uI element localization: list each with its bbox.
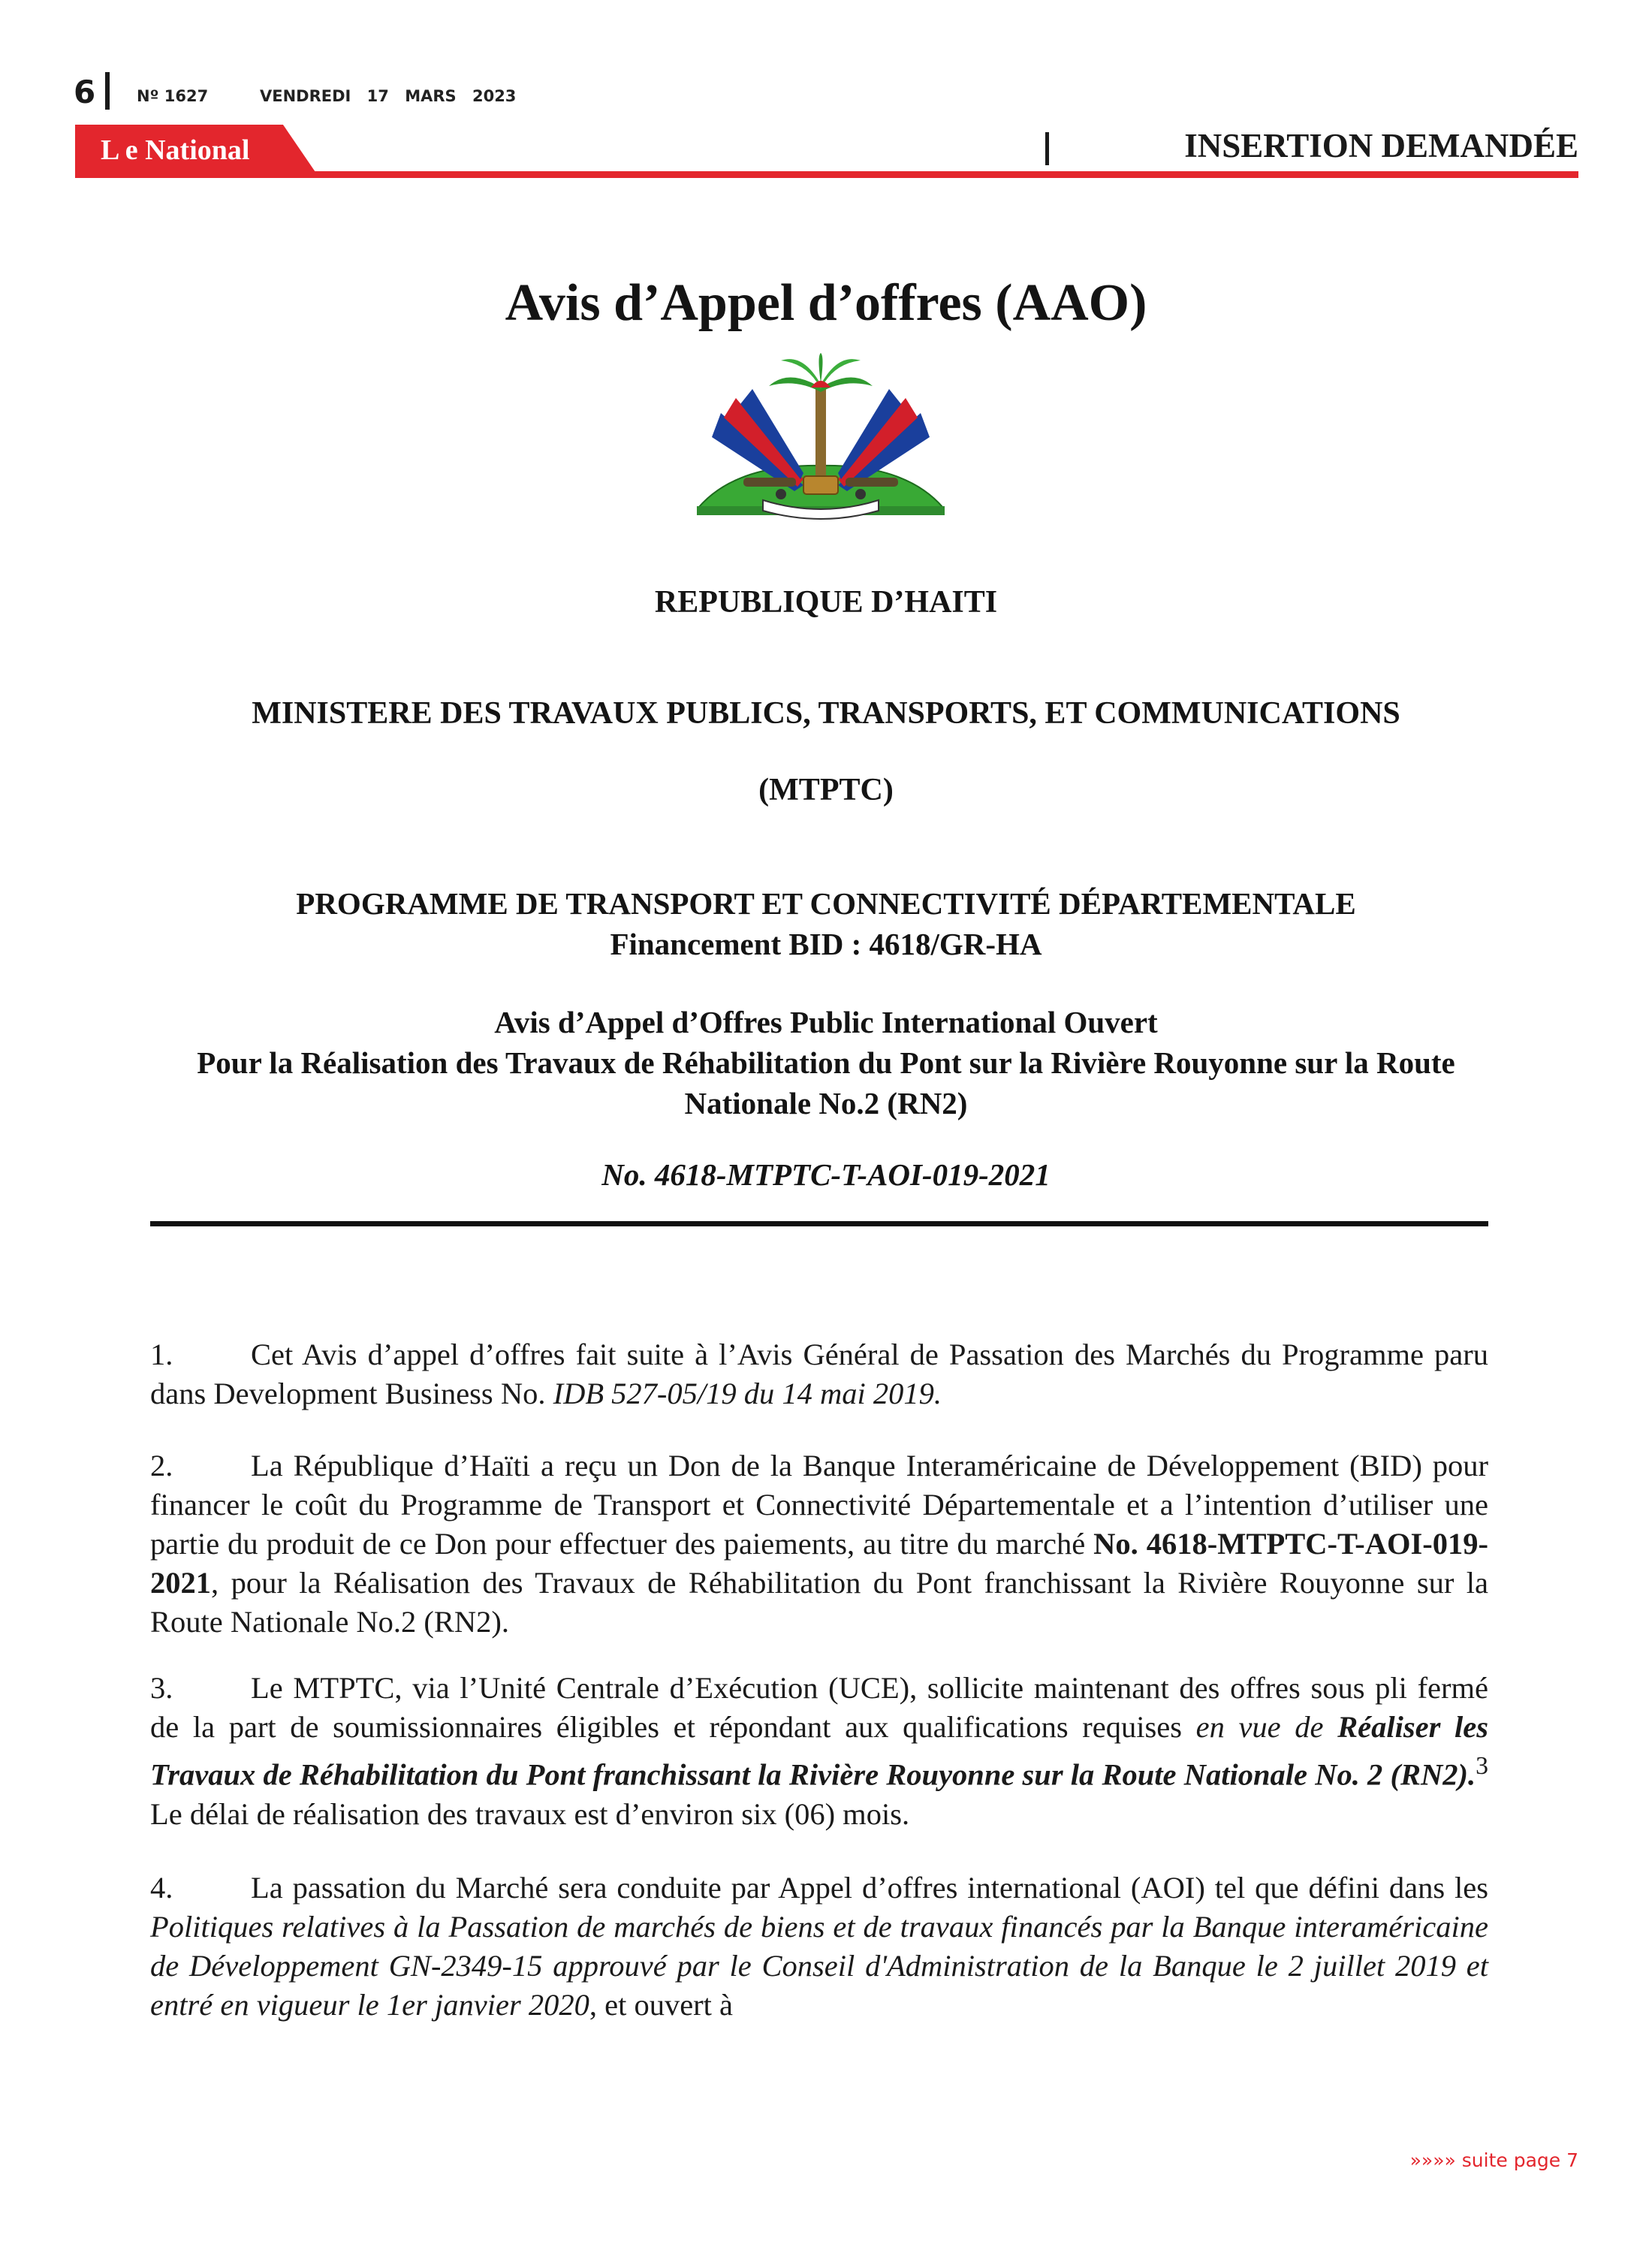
section-divider — [1045, 132, 1049, 165]
notice-title: Avis d’Appel d’offres (AAO) — [505, 274, 1147, 332]
paragraph-end: . — [933, 1377, 942, 1410]
works-object: Réaliser les Travaux de Réhabilitation du Pont franchissant la Rivière Rouyonne sur la Route Nationale No. 2 (RN2). — [150, 1710, 1489, 1792]
programme-title: PROGRAMME DE TRANSPORT ET CONNECTIVITÉ DÉPARTEMENTALE — [296, 886, 1356, 921]
issue-number: Nº 1627 — [137, 87, 209, 105]
notice-subject: Pour la Réalisation des Travaux de Réhabilitation du Pont sur la Rivière Rouyonne sur la Route Nationale No.2 (RN2) — [197, 1045, 1455, 1120]
paragraph-italic: en vue de — [1195, 1710, 1338, 1744]
paragraph-4 — [150, 1868, 1488, 2025]
footnote-marker: 3 — [1476, 1752, 1488, 1780]
paragraph-number: 4. — [150, 1871, 173, 1905]
paragraph-2 — [150, 1446, 1488, 1642]
page-number: 6 — [74, 74, 96, 110]
paragraph-reference: IDB 527-05/19 du 14 mai 2019 — [553, 1377, 934, 1410]
republic-heading: REPUBLIQUE D’HAITI — [654, 585, 998, 620]
ministry-heading: MINISTERE DES TRAVAUX PUBLICS, TRANSPORTS, ET COMMUNICATIONS — [252, 696, 1400, 731]
header-red-rule — [75, 171, 1578, 178]
financing-reference: Financement BID : 4618/GR-HA — [610, 927, 1042, 961]
newspaper-brand: L e National — [101, 134, 250, 166]
ministry-abbreviation: (MTPTC) — [758, 773, 894, 807]
paragraph-number: 3. — [150, 1671, 173, 1705]
header-black-rule — [150, 1221, 1488, 1226]
haiti-coat-of-arms-icon — [691, 353, 951, 523]
paragraph-text: Le délai de réalisation des travaux est d’environ six (06) mois. — [150, 1796, 910, 1831]
contract-number: No. 4618-MTPTC-T-AOI-019-2021 — [150, 1527, 1488, 1600]
notice-type: Avis d’Appel d’Offres Public International Ouvert — [494, 1005, 1158, 1039]
paragraph-text: , et ouvert à — [589, 1988, 734, 2022]
section-label: INSERTION DEMANDÉE — [1184, 127, 1578, 164]
paragraph-text: La République d’Haïti a reçu un Don de la Banque Interaméricaine de Développement (BID) pour financer le coût du Programme de Transport et Connectivité Départementale et a l’intention d’utiliser une partie du produit de ce Don pour effectuer des paiements, au titre du marché — [150, 1449, 1488, 1561]
issue-date: VENDREDI 17 MARS 2023 — [260, 87, 517, 105]
paragraph-text: Cet Avis d’appel d’offres fait suite à l’Avis Général de Passation des Marchés du Programme paru dans Development Business No. — [150, 1338, 1488, 1410]
paragraph-number: 2. — [150, 1449, 173, 1482]
paragraph-text: , pour la Réalisation des Travaux de Réhabilitation du Pont franchissant la Rivière Rouyonne sur la Route Nationale No.2 (RN2). — [150, 1566, 1488, 1639]
notice-number: No. 4618-MTPTC-T-AOI-019-2021 — [601, 1157, 1051, 1192]
paragraph-text: Le MTPTC, via l’Unité Centrale d’Exécution (UCE), sollicite maintenant des offres sous pli fermé de la part de soumissionnaires éligibles et répondant aux qualifications requises — [150, 1671, 1488, 1744]
continued-link[interactable]: »»»» suite page 7 — [1409, 2149, 1578, 2171]
paragraph-3 — [150, 1669, 1488, 1834]
page-number-divider — [105, 72, 110, 110]
paragraph-text: La passation du Marché sera conduite par Appel d’offres international (AOI) tel que défini dans les — [251, 1871, 1488, 1905]
paragraph-1 — [150, 1335, 1488, 1413]
policy-reference: Politiques relatives à la Passation de marchés de biens et de travaux financés par la Banque interaméricaine de Développement GN-2349-15 approuvé par le Conseil d'Administration de la Banque le 2 juillet 2019 et entré en vigueur le 1er janvier 2020 — [150, 1910, 1488, 2022]
paragraph-number: 1. — [150, 1338, 173, 1371]
